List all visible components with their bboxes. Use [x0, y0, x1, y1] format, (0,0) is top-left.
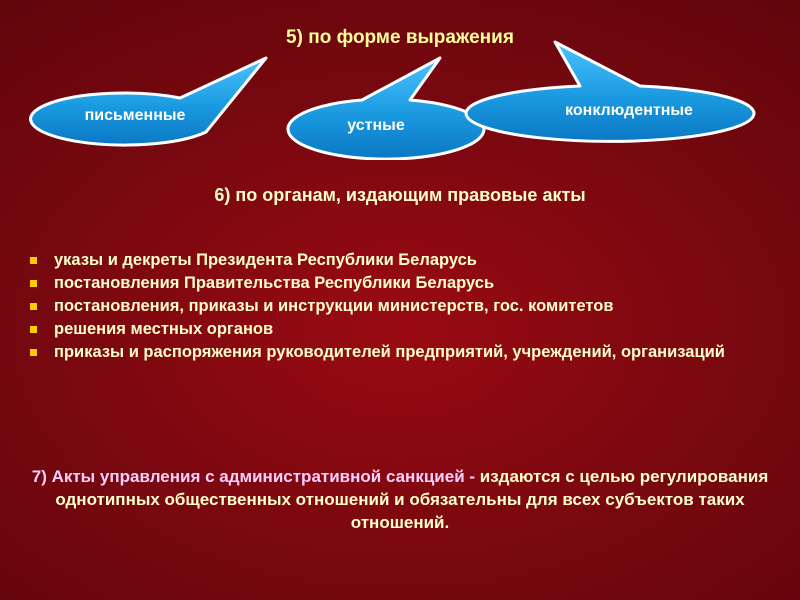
form-section-title: 5) по форме выражения	[286, 27, 514, 48]
organ-section-title: 6) по органам, издающим правовые акты	[214, 185, 586, 205]
list-item	[30, 342, 730, 362]
callout-written-shape	[31, 58, 266, 145]
callout-conclusive-shape	[466, 42, 754, 141]
list-item-text: приказы и распоряжения руководителей предприятий, учреждений, организаций	[54, 343, 725, 361]
acts-list	[30, 250, 730, 365]
square-bullet-icon	[30, 326, 37, 333]
bubble-written-label: письменные	[84, 107, 186, 124]
list-item	[30, 296, 730, 316]
admin-acts-description: издаются с целью регулирования однотипных общественных отношений и обязательны для всех субъектов таких отношений.	[55, 467, 769, 532]
square-bullet-icon	[30, 303, 37, 310]
bubble-conclusive-label: конклюдентные	[565, 102, 693, 119]
list-item	[30, 319, 730, 339]
list-item-text: решения местных органов	[54, 320, 274, 338]
square-bullet-icon	[30, 280, 37, 287]
callout-bubbles	[0, 0, 800, 160]
square-bullet-icon	[30, 349, 37, 356]
list-item-text: постановления Правительства Республики Беларусь	[54, 274, 495, 292]
list-item	[30, 273, 730, 293]
callout-oral-shape	[288, 58, 484, 159]
list-item	[30, 250, 730, 270]
bubble-oral-label: устные	[347, 117, 405, 134]
list-item-text: указы и декреты Президента Республики Беларусь	[54, 251, 477, 269]
square-bullet-icon	[30, 257, 37, 264]
admin-acts-lead: 7) Акты управления с административной санкцией -	[31, 467, 476, 486]
list-item-text: постановления, приказы и инструкции министерств, гос. комитетов	[54, 297, 614, 315]
admin-acts-paragraph	[20, 465, 780, 534]
